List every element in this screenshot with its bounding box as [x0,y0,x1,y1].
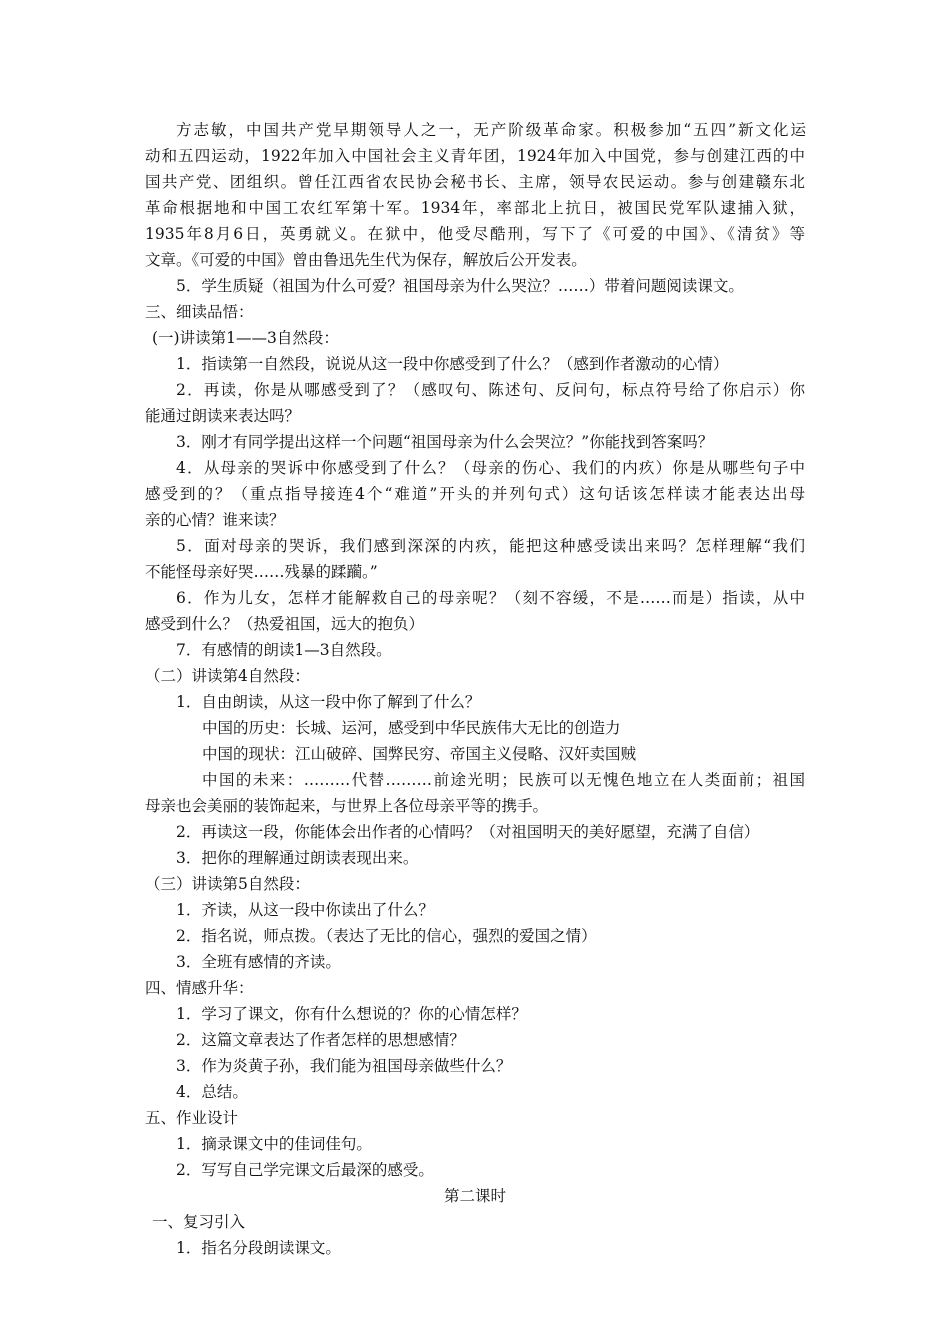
subsection-heading: （二）讲读第4自然段： [145,667,310,685]
paragraph-line: 国共产党、团组织。曾任江西省农民协会秘书长、主席，领导农民运动。参与创建赣东北 [145,173,805,191]
list-item: 1．摘录课文中的佳词佳句。 [176,1135,372,1153]
list-item: 1．学习了课文，你有什么想说的？你的心情怎样？ [176,1005,527,1023]
list-item: 3．全班有感情的齐读。 [176,953,341,971]
paragraph-line: 文章。《可爱的中国》曾由鲁迅先生代为保存，解放后公开发表。 [145,251,587,269]
list-item: 4．从母亲的哭诉中你感受到了什么？（母亲的伤心、我们的内疚）你是从哪些句子中 [176,459,805,477]
paragraph-line: 动和五四运动，1922年加入中国社会主义青年团，1924年加入中国党，参与创建江西的中 [145,147,805,165]
lesson-title: 第二课时 [443,1187,506,1205]
list-item: 5．学生质疑（祖国为什么可爱？祖国母亲为什么哭泣？……）带着问题阅读课文。 [176,277,744,295]
paragraph-line: 感受到什么？（热爱祖国，远大的抱负） [145,615,425,633]
list-item: 2．这篇文章表达了作者怎样的思想感情？ [176,1031,465,1049]
list-item: 1．齐读，从这一段中你读出了什么？ [176,901,434,919]
list-item: 中国的未来：………代替………前途光明；民族可以无愧色地立在人类面前；祖国 [202,771,805,789]
list-item: 中国的历史：长城、运河，感受到中华民族伟大无比的创造力 [202,719,621,737]
list-item: 中国的现状：江山破碎、国弊民穷、帝国主义侵略、汉奸卖国贼 [202,745,637,763]
paragraph-line: 感受到的？（重点指导接连4个“难道”开头的并列句式）这句话该怎样读才能表达出母 [145,485,805,503]
subsection-heading: （三）讲读第5自然段： [145,875,310,893]
section-heading: 三、细读品悟： [145,303,254,321]
paragraph-line: 母亲也会美丽的装饰起来，与世界上各位母亲平等的携手。 [145,797,549,815]
subsection-heading: (一)讲读第1——3自然段： [152,329,339,347]
paragraph-line: 能通过朗读来表达吗？ [145,407,301,425]
paragraph-line: 方志敏，中国共产党早期领导人之一，无产阶级革命家。积极参加“五四”新文化运 [176,121,806,139]
list-item: 2．再读这一段，你能体会出作者的心情吗？（对祖国明天的美好愿望，充满了自信） [176,823,760,841]
list-item: 2．再读，你是从哪感受到了？（感叹句、陈述句、反问句，标点符号给了你启示）你 [176,381,805,399]
list-item: 3．刚才有同学提出这样一个问题“祖国母亲为什么会哭泣？”你能找到答案吗？ [176,433,714,451]
section-heading: 四、情感升华： [145,979,254,997]
list-item: 4．总结。 [176,1083,248,1101]
list-item: 1．指名分段朗读课文。 [176,1239,341,1257]
list-item: 1．自由朗读，从这一段中你了解到了什么？ [176,693,481,711]
list-item: 1．指读第一自然段，说说从这一段中你感受到了什么？（感到作者激动的心情） [176,355,729,373]
list-item: 7．有感情的朗读1—3自然段。 [176,641,392,659]
paragraph-line: 亲的心情？谁来读？ [145,511,285,529]
list-item: 5．面对母亲的哭诉，我们感到深深的内疚，能把这种感受读出来吗？怎样理解“我们 [176,537,805,555]
list-item: 2．写写自己学完课文后最深的感受。 [176,1161,434,1179]
paragraph-line: 革命根据地和中国工农红军第十军。1934年，率部北上抗日，被国民党军队逮捕入狱， [145,199,805,217]
list-item: 6．作为儿女，怎样才能解救自己的母亲呢？（刻不容缓，不是……而是）指读，从中 [176,589,805,607]
section-heading: 一、复习引入 [152,1213,246,1231]
list-item: 2．指名说，师点拨。（表达了无比的信心，强烈的爱国之情） [176,927,597,945]
list-item: 3．作为炎黄子孙，我们能为祖国母亲做些什么？ [176,1057,512,1075]
paragraph-line: 不能怪母亲好哭……残暴的蹂躏。” [145,563,378,581]
section-heading: 五、作业设计 [145,1109,239,1127]
list-item: 3．把你的理解通过朗读表现出来。 [176,849,419,867]
paragraph-line: 1935年8月6日，英勇就义。在狱中，他受尽酷刑，写下了《可爱的中国》、《清贫》等 [145,225,805,243]
